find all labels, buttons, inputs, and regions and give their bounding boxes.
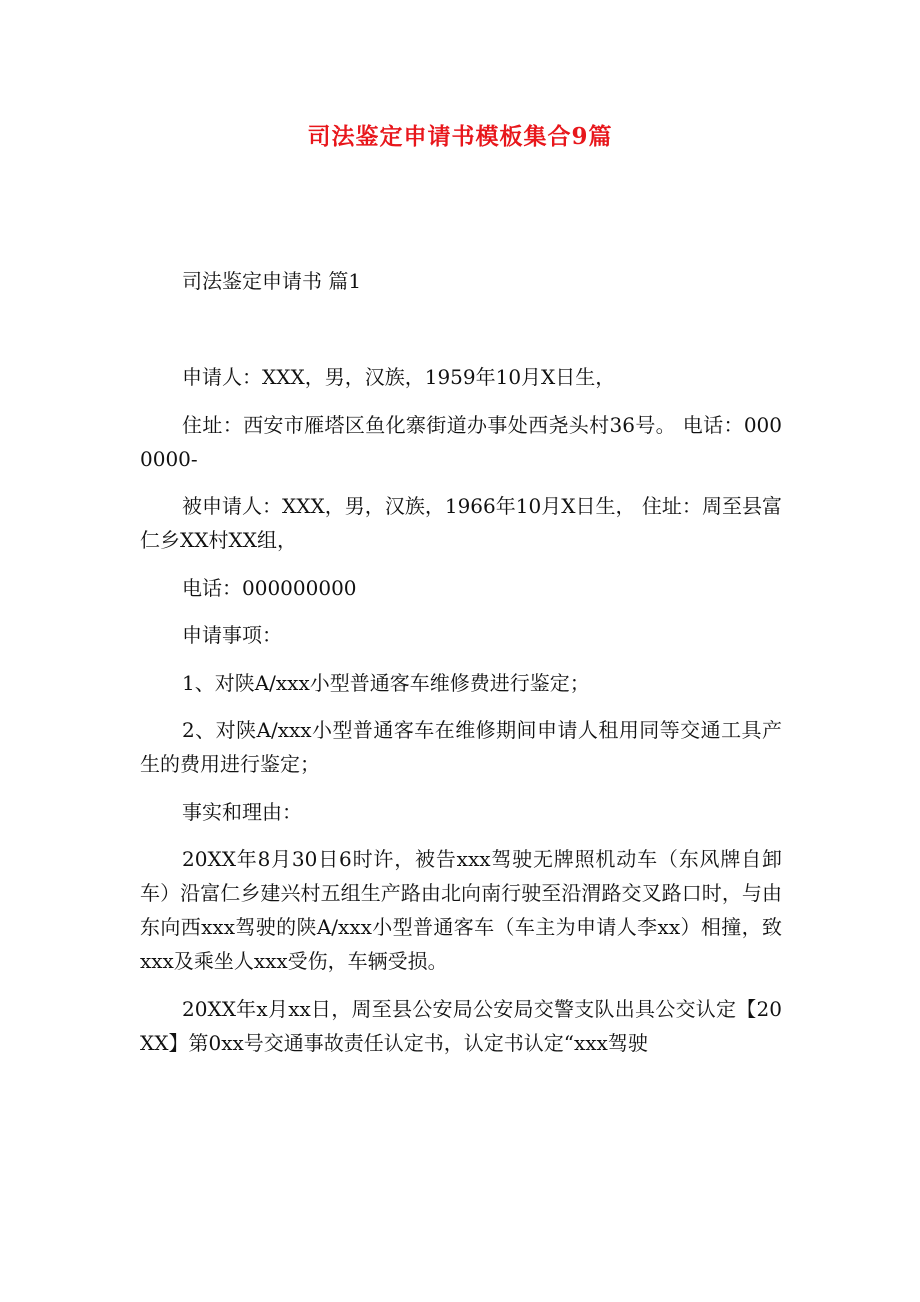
document-body — [140, 360, 782, 1073]
paragraph-applicant-address: 住址：西安市雁塔区鱼化寨街道办事处西尧头村36号。 电话：0000000- — [140, 412, 782, 471]
paragraph-facts-2: 20XX年x月xx日，周至县公安局公安局交警支队出具公交认定【20XX】第0xx号交通事故责任认定书，认定书认定“xxx驾驶 — [140, 996, 782, 1055]
paragraph-respondent: 被申请人：XXX，男，汉族，1966年10月X日生， 住址：周至县富仁乡XX村XX组， — [140, 494, 782, 552]
paragraph-request-item-1: 1、对陕A/xxx小型普通客车维修费进行鉴定； — [182, 670, 590, 695]
paragraph-facts-1: 20XX年8月30日6时许，被告xxx驾驶无牌照机动车（东风牌自卸车）沿富仁乡建兴村五组生产路由北向南行驶至沿渭路交叉路口时，与由东向西xxx驾驶的陕A/xxx小型普通客车（车主为申请人李xx）相撞，致xxx及乘坐人xxx受伤，车辆受损。 — [140, 847, 782, 973]
paragraph-request-heading: 申请事项： — [182, 623, 282, 647]
document-title: 司法鉴定申请书模板集合9篇 — [307, 123, 613, 150]
paragraph-applicant: 申请人：XXX，男，汉族，1959年10月X日生， — [182, 365, 616, 389]
paragraph-respondent-phone: 电话：000000000 — [182, 575, 357, 600]
paragraph-facts-heading: 事实和理由： — [182, 799, 302, 824]
section-heading: 司法鉴定申请书 篇1 — [182, 269, 362, 293]
paragraph-request-item-2: 2、对陕A/xxx小型普通客车在维修期间申请人租用同等交通工具产生的费用进行鉴定； — [140, 718, 782, 776]
